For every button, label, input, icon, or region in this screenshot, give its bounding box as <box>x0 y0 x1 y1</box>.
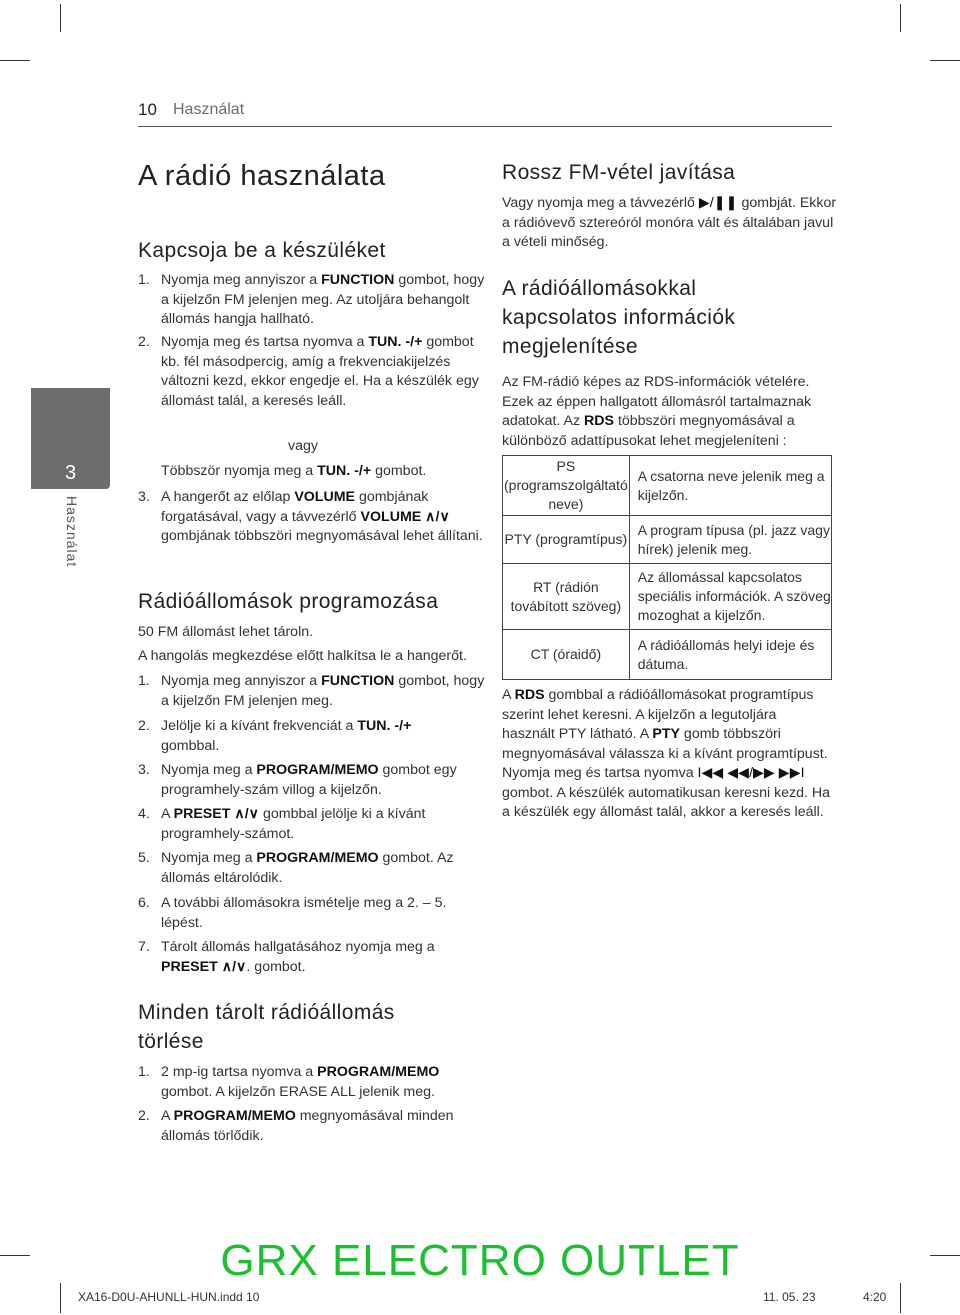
list-text: Nyomja meg és tartsa nyomva a TUN. -/+ gombot kb. fél másodpercig, amíg a frekvenciakijelzés változni kezd, ekkor engedje el. Ha a készülék egy állomást talál, a keresés leáll. <box>161 334 479 409</box>
footer-file: XA16-D0U-AHUNLL-HUN.indd 10 <box>78 1290 260 1304</box>
paragraph: A hangolás megkezdése előtt halkítsa le a hangerőt. <box>138 648 467 664</box>
chapter-number: 3 <box>64 462 77 484</box>
list-number: 7. <box>138 939 150 955</box>
list-text: 2 mp-ig tartsa nyomva a PROGRAM/MEMO gombot. A kijelzőn ERASE ALL jelenik meg. <box>161 1064 440 1100</box>
crop-mark <box>930 60 960 61</box>
section-title: Használat <box>173 101 245 118</box>
list-text: Nyomja meg a PROGRAM/MEMO gombot egy programhely-szám villog a kijelzőn. <box>161 762 457 798</box>
list-text: A további állomásokra ismételje meg a 2. – 5. lépést. <box>161 895 447 931</box>
paragraph: Vagy nyomja meg a távvezérlő ▶/❚❚ gombját. Ekkor a rádióvevő sztereóról monóra vált és általában javul a vételi minőség. <box>502 195 837 250</box>
list-number: 3. <box>138 762 150 778</box>
list-number: 4. <box>138 806 150 822</box>
list-number: 2. <box>138 718 150 734</box>
rds-table <box>502 455 832 680</box>
list-number: 2. <box>138 334 150 350</box>
list-number: 6. <box>138 895 150 911</box>
table-row <box>503 630 832 680</box>
crop-mark <box>60 4 61 32</box>
section-heading: Rossz FM-vétel javítása <box>502 161 736 184</box>
list-number: 1. <box>138 272 150 288</box>
skip-search-icon: I◀◀ ◀◀/▶▶ ▶▶I <box>697 765 805 781</box>
header-rule <box>138 126 832 127</box>
or-label: vagy <box>288 438 318 454</box>
table-row <box>503 564 832 630</box>
list-text: A PRESET ∧/∨ gombbal jelölje ki a kívánt programhely-számot. <box>161 806 426 842</box>
list-number: 1. <box>138 1064 150 1080</box>
table-cell-key: CT (óraidő) <box>503 630 630 680</box>
footer-time: 4:20 <box>863 1290 887 1304</box>
crop-mark <box>900 1283 901 1313</box>
table-cell-value: A csatorna neve jelenik meg a kijelzőn. <box>629 456 831 516</box>
table-cell-key: PTY (programtípus) <box>503 516 630 564</box>
list-text: Jelölje ki a kívánt frekvenciát a TUN. -/+ gombbal. <box>161 718 412 754</box>
list-text: Nyomja meg a PROGRAM/MEMO gombot. Az állomás eltárolódik. <box>161 850 454 886</box>
list-number: 1. <box>138 673 150 689</box>
table-row <box>503 456 832 516</box>
section-heading: Minden tárolt rádióállomás törlése <box>138 1001 395 1053</box>
watermark: GRX ELECTRO OUTLET <box>220 1236 740 1285</box>
paragraph: A RDS gombbal a rádióállomásokat programtípus szerint lehet keresni. A kijelzőn a legutoljára használt PTY látható. A PTY gomb többszöri megnyomásával válassza ki a kívánt programtípust. Nyomja meg és tartsa nyomva I◀◀ ◀◀/▶▶ ▶▶I gombot. A készülék automatikusan keresni kezd. Ha a készülék egy állomást talál, akkor a keresés leáll. <box>502 687 831 820</box>
alt-instruction: Többször nyomja meg a TUN. -/+ gombot. <box>161 463 427 479</box>
list-text: Nyomja meg annyiszor a FUNCTION gombot, hogy a kijelzőn FM jelenjen meg. <box>161 673 485 709</box>
footer-date: 11. 05. 23 <box>763 1290 816 1304</box>
list-text: Nyomja meg annyiszor a FUNCTION gombot, hogy a kijelzőn FM jelenjen meg. Az utoljára behangolt állomás hangja hallható. <box>161 272 485 327</box>
crop-mark <box>60 1283 61 1313</box>
paragraph: Az FM-rádió képes az RDS-információk vételére. Ezek az éppen hallgatott állomásról tartalmaznak adatokat. Az RDS többszöri megnyomásával a különböző adattípusokat lehet megjeleníteni : <box>502 374 812 449</box>
crop-mark <box>0 60 30 61</box>
table-cell-value: A program típusa (pl. jazz vagy hírek) jelenik meg. <box>629 516 831 564</box>
list-number: 3. <box>138 489 150 505</box>
list-number: 5. <box>138 850 150 866</box>
table-cell-key: RT (rádión továbított szöveg) <box>503 564 630 630</box>
section-heading: Kapcsoja be a készüléket <box>138 239 386 262</box>
page-title: A rádió használata <box>138 160 386 192</box>
table-cell-value: A rádióállomás helyi ideje és dátuma. <box>629 630 831 680</box>
paragraph: 50 FM állomást lehet tároln. <box>138 624 314 640</box>
page-number: 10 <box>138 100 157 119</box>
table-row <box>503 516 832 564</box>
list-number: 2. <box>138 1108 150 1124</box>
chapter-label: Használat <box>64 496 80 568</box>
list-text: A hangerőt az előlap VOLUME gombjának forgatásával, vagy a távvezérlő VOLUME ∧/∨ gombjának többszöri megnyomásával lehet állítani. <box>161 489 483 544</box>
list-text: Tárolt állomás hallgatásához nyomja meg a PRESET ∧/∨. gombot. <box>161 939 435 975</box>
table-cell-value: Az állomással kapcsolatos speciális információk. A szöveg mozoghat a kijelzőn. <box>629 564 831 630</box>
list-text: A PROGRAM/MEMO megnyomásával minden állomás törlődik. <box>161 1108 454 1144</box>
section-heading: A rádióállomásokkal kapcsolatos információk megjelenítése <box>502 277 736 358</box>
section-heading: Rádióállomások programozása <box>138 590 439 613</box>
table-cell-key: PS (programszolgáltató neve) <box>503 456 630 516</box>
crop-mark <box>900 4 901 32</box>
play-pause-icon: ▶/❚❚ <box>698 195 738 211</box>
